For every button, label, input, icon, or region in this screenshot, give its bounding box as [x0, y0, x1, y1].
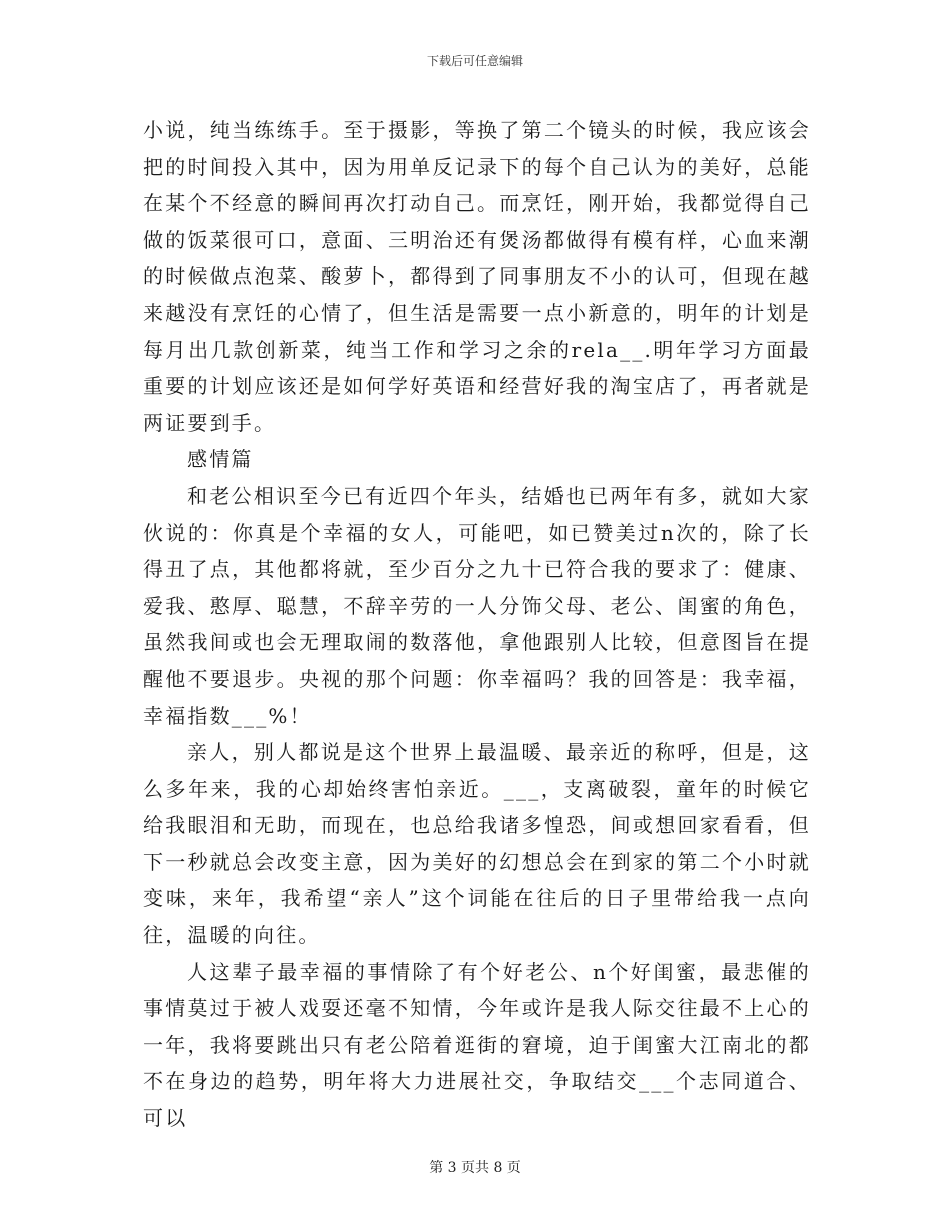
paragraph-hobbies-continued: 小说，纯当练练手。至于摄影，等换了第二个镜头的时候，我应该会把的时间投入其中，因为用单反记录下的每个自己认为的美好，总能在某个不经意的瞬间再次打动自己。而烹饪，刚开始，我都觉得自己做的饭菜很可口，意面、三明治还有煲汤都做得有模有样，心血来潮的时候做点泡菜、酸萝卜，都得到了同事朋友不小的认可，但现在越来越没有烹饪的心情了，但生活是需要一点小新意的，明年的计划是每月出几款创新菜，纯当工作和学习之余的rela__.明年学习方面最重要的计划应该还是如何学好英语和经营好我的淘宝店了，再者就是两证要到手。: [143, 118, 811, 435]
page-footer: 第 3 页共 8 页: [429, 1160, 521, 1176]
page-header: 下载后可任意编辑: [426, 54, 523, 68]
paragraph-family: 亲人，别人都说是这个世界上最温暖、最亲近的称呼，但是，这么多年来，我的心却始终害怕亲近。___，支离破裂，童年的时候它给我眼泪和无助，而现在，也总给我诸多惶恐，间或想回家看看，但下一秒就总会改变主意，因为美好的幻想总会在到家的第二个小时就变味，来年，我希望“亲人”这个词能在往后的日子里带给我一点向往，温暖的向往。: [143, 740, 811, 948]
paragraph-social: 人这辈子最幸福的事情除了有个好老公、n个好闺蜜，最悲催的事情莫过于被人戏耍还毫不知情，今年或许是我人际交往最不上心的一年，我将要跳出只有老公陪着逛街的窘境，迫于闺蜜大江南北的都不在身边的趋势，明年将大力进展社交，争取结交___个志同道合、可以: [143, 959, 811, 1131]
paragraph-husband: 和老公相识至今已有近四个年头，结婚也已两年有多，就如大家伙说的：你真是个幸福的女人，可能吧，如已赞美过n次的，除了长得丑了点，其他都将就，至少百分之九十已符合我的要求了：健康、爱我、憨厚、聪慧，不辞辛劳的一人分饰父母、老公、闺蜜的角色，虽然我间或也会无理取闹的数落他，拿他跟别人比较，但意图旨在提醒他不要退步。央视的那个问题：你幸福吗？我的回答是：我幸福，幸福指数___%！: [143, 483, 811, 728]
section-heading-emotion: 感情篇: [187, 447, 254, 472]
document-body: [143, 112, 811, 1137]
